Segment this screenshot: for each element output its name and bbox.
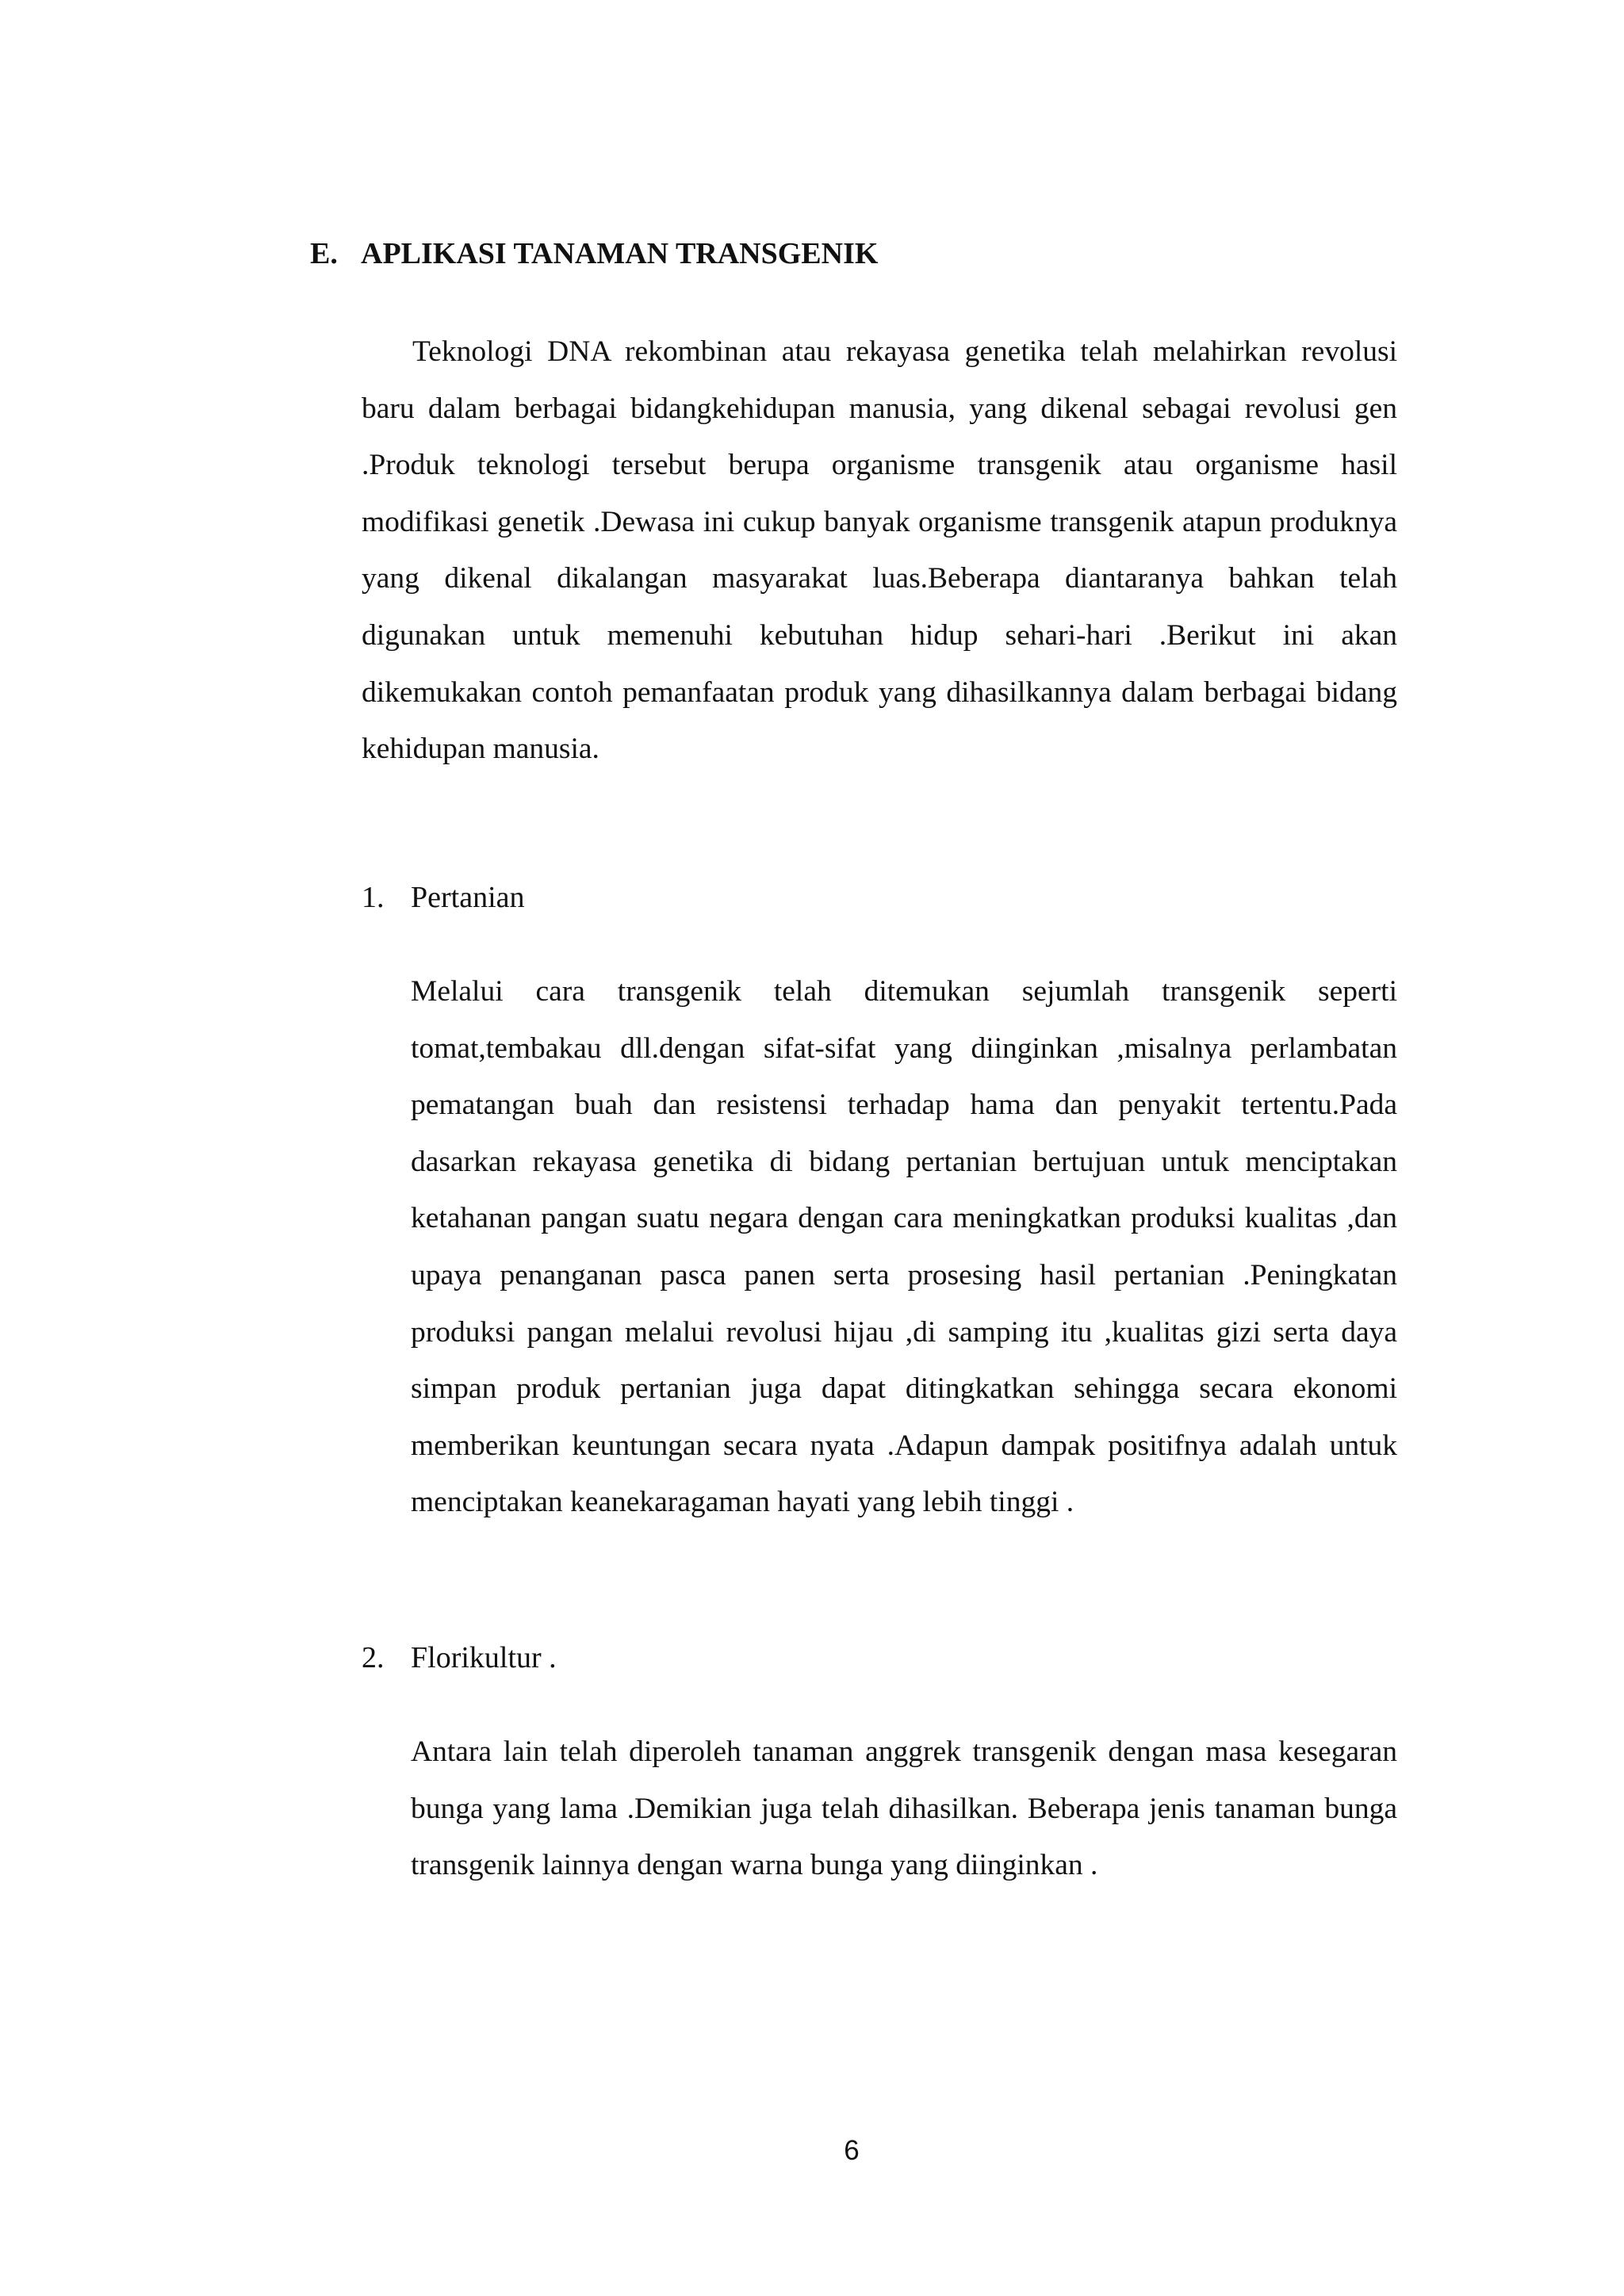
pertanian-paragraph: Melalui cara transgenik telah ditemukan sejumlah transgenik seperti tomat,tembakau dll.dengan sifat-sifat yang diinginkan ,misalnya perlambatan pematangan buah dan resistensi terhadap hama dan penyakit tertentu.Pada dasarkan rekayasa genetika di bidang pertanian bertujuan untuk menciptakan ketahanan pangan suatu negara dengan cara meningkatkan produksi kualitas ,dan upaya penanganan pasca panen serta prosesing hasil pertanian .Peningkatan produksi pangan melalui revolusi hijau ,di samping itu ,kualitas gizi serta daya simpan produk pertanian juga dapat ditingkatkan sehingga secara ekonomi memberikan keuntungan secara nyata .Adapun dampak positifnya adalah untuk menciptakan keanekaragaman hayati yang lebih tinggi .	[411, 975, 1397, 1519]
intro-paragraph: Teknologi DNA rekombinan atau rekayasa genetika telah melahirkan revolusi baru dalam berbagai bidangkehidupan manusia, yang dikenal sebagai revolusi gen .Produk teknologi tersebut berupa organisme transgenik atau organisme hasil modifikasi genetik .Dewasa ini cukup banyak organisme transgenik atapun produknya yang dikenal dikalangan masyarakat luas.Beberapa diantaranya bahkan telah digunakan untuk memenuhi kebutuhan hidup sehari-hari .Berikut ini akan dikemukakan contoh pemanfaatan produk yang dihasilkannya dalam berbagai bidang kehidupan manusia.	[362, 335, 1397, 766]
list-item-pertanian-title	[362, 874, 525, 921]
list-number: 1.	[362, 881, 385, 914]
florikultur-paragraph: Antara lain telah diperoleh tanaman anggrek transgenik dengan masa kesegaran bunga yang lama .Demikian juga telah dihasilkan. Beberapa jenis tanaman bunga transgenik lainnya dengan warna bunga yang diinginkan .	[411, 1735, 1397, 1882]
list-number: 2.	[362, 1641, 385, 1674]
list-item-florikultur-title	[362, 1634, 557, 1682]
list-title: Florikultur .	[411, 1641, 557, 1674]
section-letter: E.	[310, 237, 338, 270]
page-number: 6	[844, 2135, 860, 2166]
list-title: Pertanian	[411, 881, 525, 914]
section-heading	[310, 230, 878, 277]
section-title: APLIKASI TANAMAN TRANSGENIK	[361, 237, 879, 270]
